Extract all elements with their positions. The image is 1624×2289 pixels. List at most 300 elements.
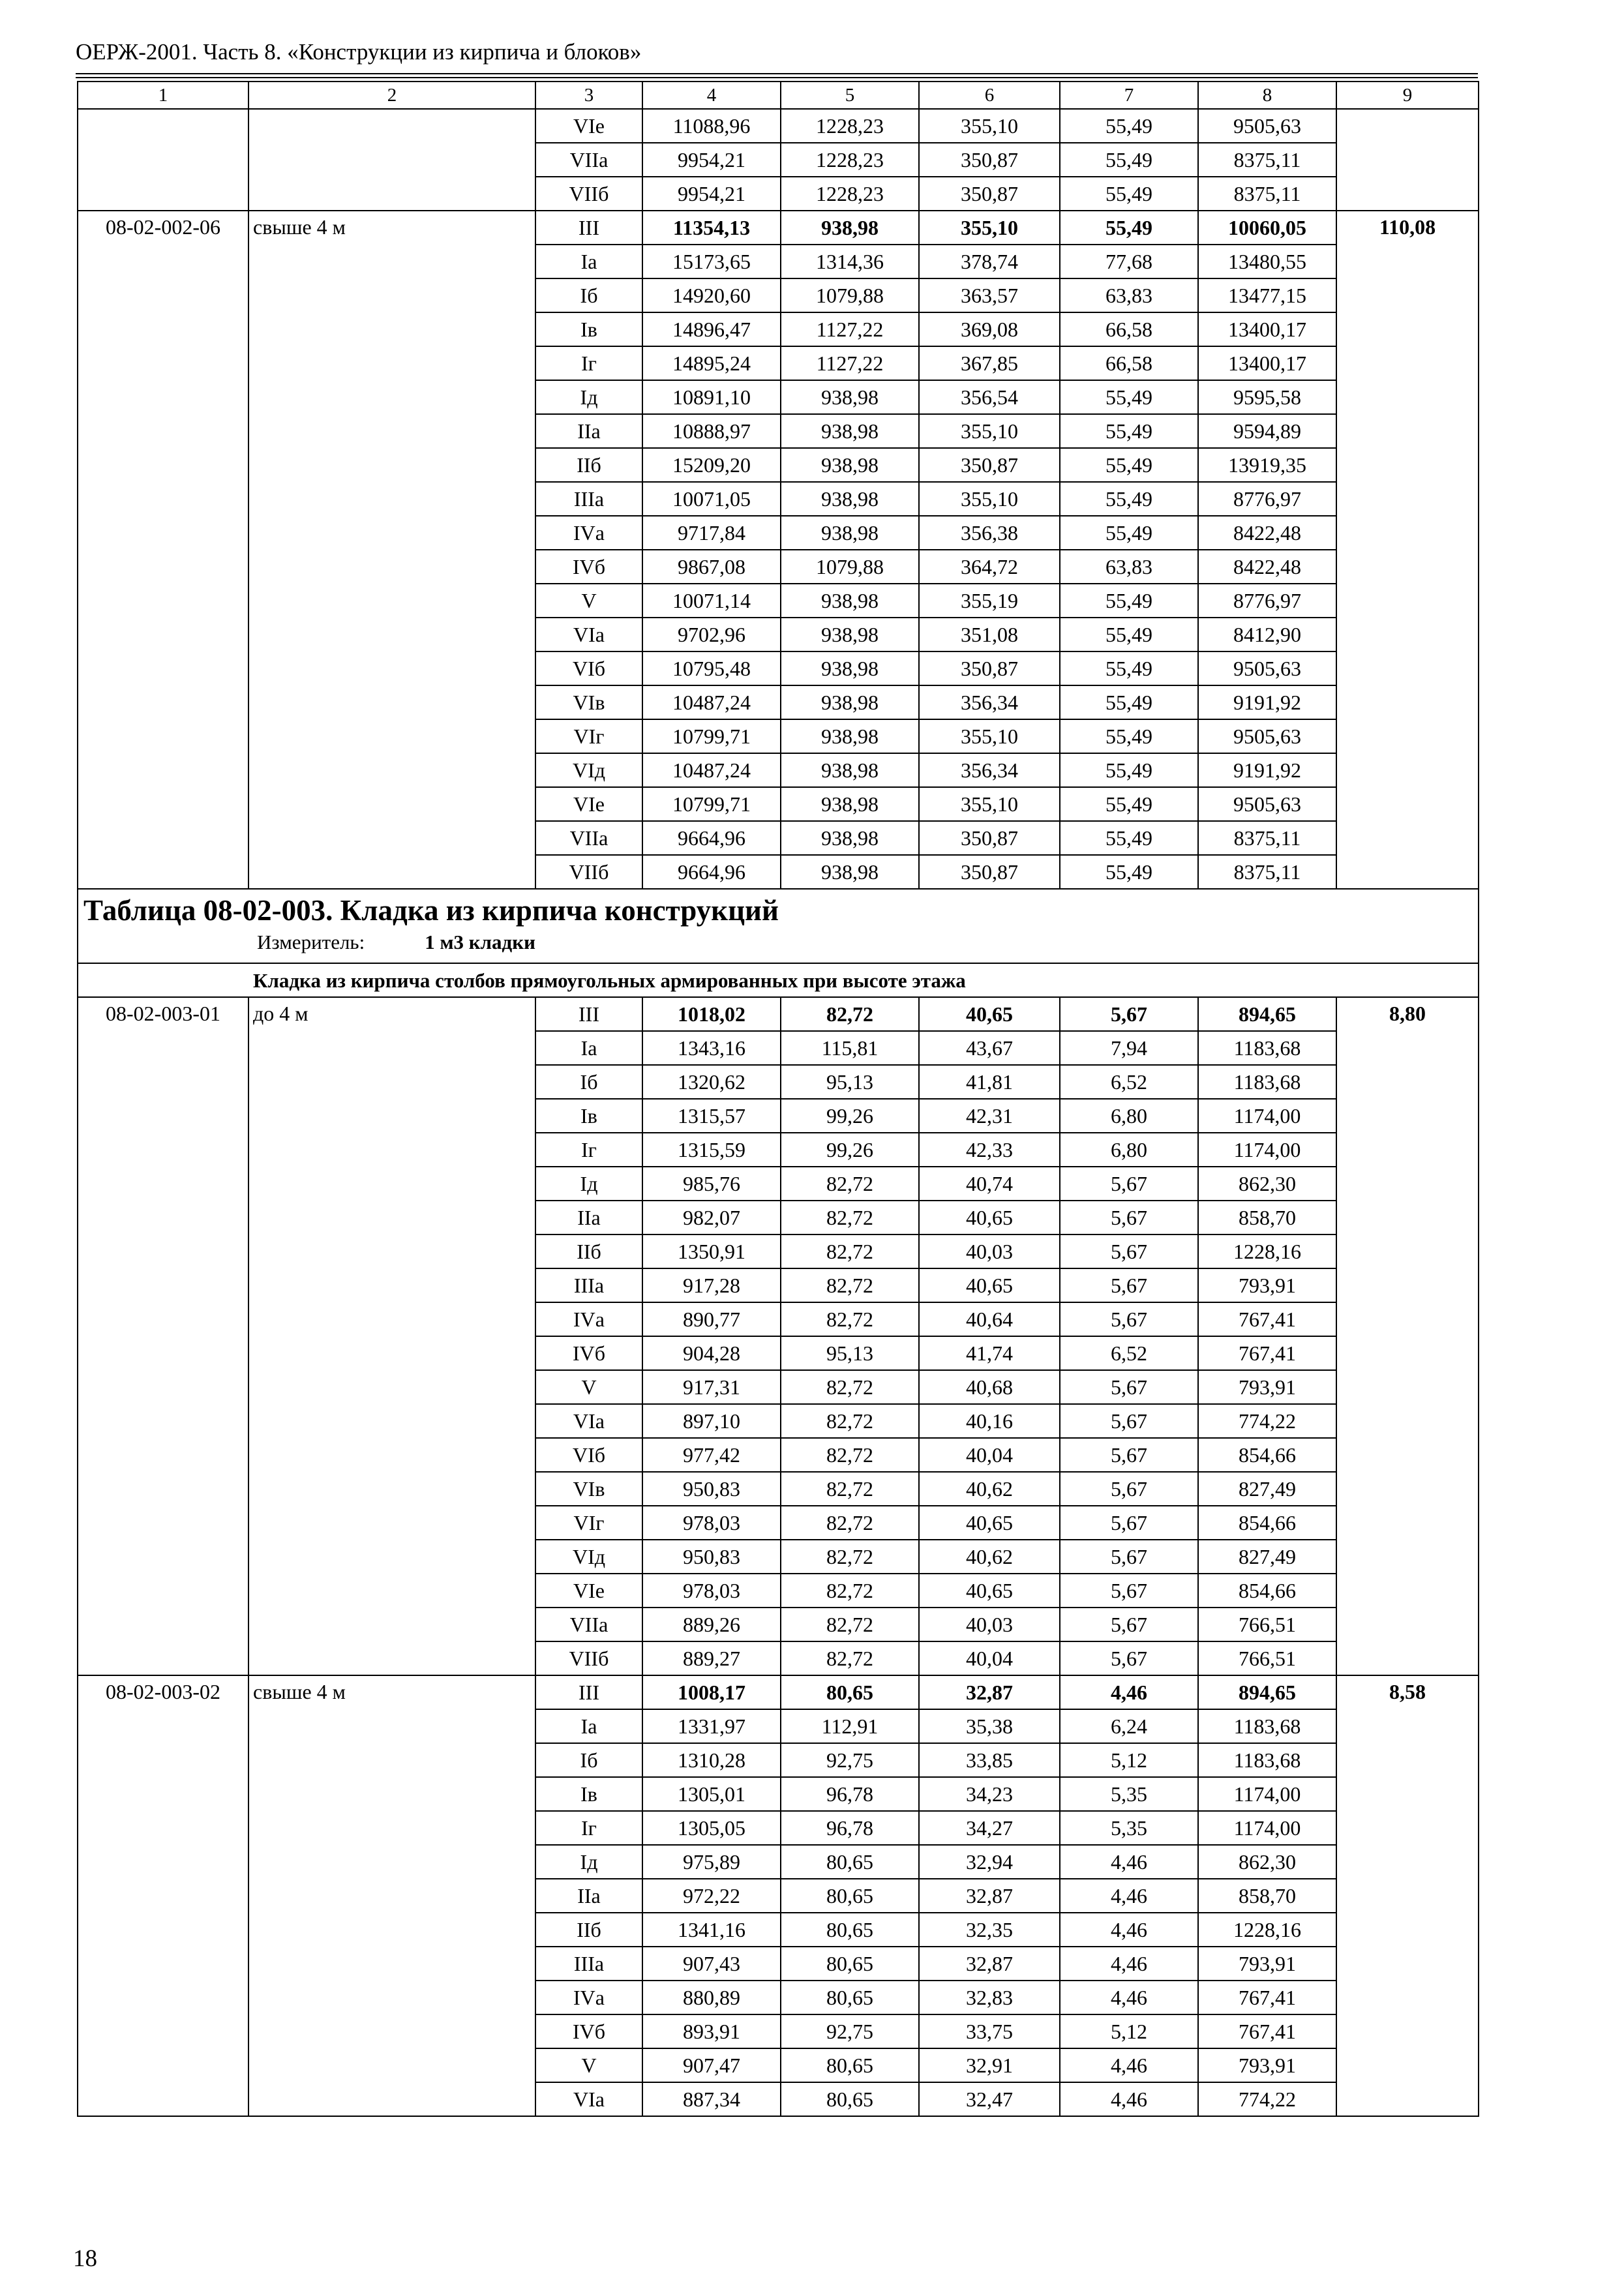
value-cell: 938,98 bbox=[781, 482, 919, 516]
zone-cell: Iб bbox=[535, 1065, 642, 1099]
column-number: 2 bbox=[248, 82, 535, 109]
table-row bbox=[78, 1675, 1479, 1709]
value-cell: 1008,17 bbox=[642, 1675, 781, 1709]
value-cell: 41,81 bbox=[919, 1065, 1060, 1099]
value-cell: 80,65 bbox=[781, 1879, 919, 1913]
value-cell: 767,41 bbox=[1198, 1981, 1336, 2014]
value-cell: 11354,13 bbox=[642, 211, 781, 245]
value-cell: 5,67 bbox=[1060, 1506, 1198, 1540]
value-cell: 9954,21 bbox=[642, 177, 781, 211]
value-cell: 55,49 bbox=[1060, 482, 1198, 516]
value-cell: 1183,68 bbox=[1198, 1031, 1336, 1065]
value-cell: 82,72 bbox=[781, 1438, 919, 1472]
value-cell: 82,72 bbox=[781, 1234, 919, 1268]
value-cell: 1343,16 bbox=[642, 1031, 781, 1065]
value-cell: 1310,28 bbox=[642, 1743, 781, 1777]
column-number: 8 bbox=[1198, 82, 1336, 109]
zone-cell: Iд bbox=[535, 1167, 642, 1201]
value-cell: 793,91 bbox=[1198, 1268, 1336, 1302]
value-cell: 1183,68 bbox=[1198, 1065, 1336, 1099]
value-cell: 1174,00 bbox=[1198, 1099, 1336, 1133]
value-cell: 82,72 bbox=[781, 1540, 919, 1574]
value-cell: 40,03 bbox=[919, 1608, 1060, 1641]
value-cell: 917,31 bbox=[642, 1370, 781, 1404]
value-cell: 364,72 bbox=[919, 550, 1060, 584]
value-cell: 985,76 bbox=[642, 1167, 781, 1201]
value-cell: 55,49 bbox=[1060, 143, 1198, 177]
value-cell: 350,87 bbox=[919, 651, 1060, 685]
value-cell: 982,07 bbox=[642, 1201, 781, 1234]
value-cell: 4,46 bbox=[1060, 1981, 1198, 2014]
rate-code: 08-02-003-01 bbox=[78, 997, 248, 1675]
value-cell: 893,91 bbox=[642, 2014, 781, 2048]
value-cell: 42,33 bbox=[919, 1133, 1060, 1167]
value-cell: 350,87 bbox=[919, 143, 1060, 177]
value-cell: 8375,11 bbox=[1198, 855, 1336, 889]
value-cell: 82,72 bbox=[781, 1302, 919, 1336]
table-caption bbox=[78, 889, 1479, 963]
wage-total bbox=[1336, 109, 1479, 211]
value-cell: 1183,68 bbox=[1198, 1743, 1336, 1777]
value-cell: 9505,63 bbox=[1198, 719, 1336, 753]
value-cell: 858,70 bbox=[1198, 1201, 1336, 1234]
value-cell: 55,49 bbox=[1060, 685, 1198, 719]
value-cell: 55,49 bbox=[1060, 651, 1198, 685]
zone-cell: VIг bbox=[535, 1506, 642, 1540]
value-cell: 115,81 bbox=[781, 1031, 919, 1065]
zone-cell: VIIа bbox=[535, 1608, 642, 1641]
value-cell: 5,67 bbox=[1060, 1167, 1198, 1201]
value-cell: 34,23 bbox=[919, 1777, 1060, 1811]
value-cell: 40,04 bbox=[919, 1438, 1060, 1472]
value-cell: 6,52 bbox=[1060, 1065, 1198, 1099]
value-cell: 1228,16 bbox=[1198, 1913, 1336, 1947]
value-cell: 40,62 bbox=[919, 1540, 1060, 1574]
value-cell: 5,12 bbox=[1060, 1743, 1198, 1777]
value-cell: 938,98 bbox=[781, 211, 919, 245]
value-cell: 82,72 bbox=[781, 1608, 919, 1641]
value-cell: 42,31 bbox=[919, 1099, 1060, 1133]
value-cell: 55,49 bbox=[1060, 109, 1198, 143]
value-cell: 827,49 bbox=[1198, 1472, 1336, 1506]
value-cell: 938,98 bbox=[781, 618, 919, 651]
value-cell: 5,67 bbox=[1060, 1574, 1198, 1608]
zone-cell: VIе bbox=[535, 109, 642, 143]
table-row bbox=[78, 211, 1479, 245]
value-cell: 80,65 bbox=[781, 1913, 919, 1947]
zone-cell: Iг bbox=[535, 346, 642, 380]
value-cell: 10799,71 bbox=[642, 719, 781, 753]
value-cell: 7,94 bbox=[1060, 1031, 1198, 1065]
zone-cell: IIIа bbox=[535, 482, 642, 516]
value-cell: 82,72 bbox=[781, 1641, 919, 1675]
zone-cell: VIв bbox=[535, 1472, 642, 1506]
value-cell: 40,68 bbox=[919, 1370, 1060, 1404]
value-cell: 858,70 bbox=[1198, 1879, 1336, 1913]
value-cell: 862,30 bbox=[1198, 1845, 1336, 1879]
value-cell: 13477,15 bbox=[1198, 278, 1336, 312]
value-cell: 10487,24 bbox=[642, 685, 781, 719]
value-cell: 5,67 bbox=[1060, 997, 1198, 1031]
header-rule-top bbox=[76, 73, 1478, 74]
value-cell: 34,27 bbox=[919, 1811, 1060, 1845]
value-cell: 32,94 bbox=[919, 1845, 1060, 1879]
value-cell: 978,03 bbox=[642, 1574, 781, 1608]
unit-value: 1 м3 кладки bbox=[425, 931, 535, 953]
zone-cell: VIIа bbox=[535, 821, 642, 855]
value-cell: 4,46 bbox=[1060, 2048, 1198, 2082]
value-cell: 938,98 bbox=[781, 414, 919, 448]
value-cell: 774,22 bbox=[1198, 2082, 1336, 2116]
value-cell: 10799,71 bbox=[642, 787, 781, 821]
value-cell: 378,74 bbox=[919, 245, 1060, 278]
value-cell: 55,49 bbox=[1060, 618, 1198, 651]
zone-cell: VIа bbox=[535, 2082, 642, 2116]
value-cell: 5,67 bbox=[1060, 1201, 1198, 1234]
zone-cell: IVа bbox=[535, 516, 642, 550]
value-cell: 889,27 bbox=[642, 1641, 781, 1675]
value-cell: 8412,90 bbox=[1198, 618, 1336, 651]
value-cell: 793,91 bbox=[1198, 1947, 1336, 1981]
value-cell: 9191,92 bbox=[1198, 685, 1336, 719]
value-cell: 9505,63 bbox=[1198, 787, 1336, 821]
value-cell: 82,72 bbox=[781, 1472, 919, 1506]
value-cell: 978,03 bbox=[642, 1506, 781, 1540]
zone-cell: Iд bbox=[535, 1845, 642, 1879]
zone-cell: VIе bbox=[535, 787, 642, 821]
value-cell: 9717,84 bbox=[642, 516, 781, 550]
value-cell: 350,87 bbox=[919, 855, 1060, 889]
value-cell: 890,77 bbox=[642, 1302, 781, 1336]
value-cell: 80,65 bbox=[781, 2048, 919, 2082]
value-cell: 5,67 bbox=[1060, 1302, 1198, 1336]
value-cell: 5,67 bbox=[1060, 1268, 1198, 1302]
section-title: Кладка из кирпича столбов прямоугольных армированных при высоте этажа bbox=[78, 963, 1479, 997]
zone-cell: IVб bbox=[535, 550, 642, 584]
zone-cell: IVа bbox=[535, 1302, 642, 1336]
page-number: 18 bbox=[73, 2245, 97, 2272]
zone-cell: III bbox=[535, 1675, 642, 1709]
value-cell: 40,65 bbox=[919, 1201, 1060, 1234]
zone-cell: Iд bbox=[535, 380, 642, 414]
value-cell: 907,47 bbox=[642, 2048, 781, 2082]
value-cell: 82,72 bbox=[781, 1404, 919, 1438]
rate-description: до 4 м bbox=[248, 997, 535, 1675]
value-cell: 9191,92 bbox=[1198, 753, 1336, 787]
zone-cell: IIIа bbox=[535, 1947, 642, 1981]
header-rule-bottom bbox=[76, 77, 1478, 78]
value-cell: 5,67 bbox=[1060, 1540, 1198, 1574]
rates-table-body bbox=[78, 82, 1479, 2116]
table-row bbox=[78, 109, 1479, 143]
zone-cell: III bbox=[535, 211, 642, 245]
value-cell: 10888,97 bbox=[642, 414, 781, 448]
value-cell: 9664,96 bbox=[642, 855, 781, 889]
value-cell: 356,38 bbox=[919, 516, 1060, 550]
value-cell: 33,85 bbox=[919, 1743, 1060, 1777]
value-cell: 32,87 bbox=[919, 1675, 1060, 1709]
value-cell: 1079,88 bbox=[781, 550, 919, 584]
value-cell: 6,52 bbox=[1060, 1336, 1198, 1370]
value-cell: 8776,97 bbox=[1198, 482, 1336, 516]
value-cell: 894,65 bbox=[1198, 997, 1336, 1031]
value-cell: 1174,00 bbox=[1198, 1133, 1336, 1167]
zone-cell: IIа bbox=[535, 1201, 642, 1234]
value-cell: 63,83 bbox=[1060, 278, 1198, 312]
rate-code: 08-02-003-02 bbox=[78, 1675, 248, 2116]
wage-total: 8,58 bbox=[1336, 1675, 1479, 2116]
value-cell: 938,98 bbox=[781, 855, 919, 889]
zone-cell: Iа bbox=[535, 1031, 642, 1065]
value-cell: 977,42 bbox=[642, 1438, 781, 1472]
value-cell: 8422,48 bbox=[1198, 550, 1336, 584]
value-cell: 6,80 bbox=[1060, 1099, 1198, 1133]
value-cell: 33,75 bbox=[919, 2014, 1060, 2048]
value-cell: 9505,63 bbox=[1198, 651, 1336, 685]
zone-cell: VIа bbox=[535, 1404, 642, 1438]
value-cell: 55,49 bbox=[1060, 753, 1198, 787]
value-cell: 356,34 bbox=[919, 685, 1060, 719]
value-cell: 40,74 bbox=[919, 1167, 1060, 1201]
zone-cell: IVб bbox=[535, 2014, 642, 2048]
value-cell: 938,98 bbox=[781, 787, 919, 821]
value-cell: 40,65 bbox=[919, 1268, 1060, 1302]
zone-cell: VIIб bbox=[535, 177, 642, 211]
value-cell: 4,46 bbox=[1060, 1845, 1198, 1879]
value-cell: 32,35 bbox=[919, 1913, 1060, 1947]
value-cell: 9702,96 bbox=[642, 618, 781, 651]
value-cell: 1228,23 bbox=[781, 143, 919, 177]
value-cell: 1228,23 bbox=[781, 109, 919, 143]
value-cell: 907,43 bbox=[642, 1947, 781, 1981]
zone-cell: IVб bbox=[535, 1336, 642, 1370]
value-cell: 82,72 bbox=[781, 1167, 919, 1201]
value-cell: 4,46 bbox=[1060, 1675, 1198, 1709]
zone-cell: Iв bbox=[535, 312, 642, 346]
value-cell: 10891,10 bbox=[642, 380, 781, 414]
value-cell: 5,67 bbox=[1060, 1234, 1198, 1268]
value-cell: 43,67 bbox=[919, 1031, 1060, 1065]
value-cell: 1127,22 bbox=[781, 346, 919, 380]
value-cell: 1183,68 bbox=[1198, 1709, 1336, 1743]
value-cell: 95,13 bbox=[781, 1065, 919, 1099]
value-cell: 92,75 bbox=[781, 1743, 919, 1777]
value-cell: 80,65 bbox=[781, 1845, 919, 1879]
value-cell: 1331,97 bbox=[642, 1709, 781, 1743]
value-cell: 5,67 bbox=[1060, 1438, 1198, 1472]
value-cell: 938,98 bbox=[781, 584, 919, 618]
value-cell: 96,78 bbox=[781, 1777, 919, 1811]
value-cell: 766,51 bbox=[1198, 1641, 1336, 1675]
column-number: 7 bbox=[1060, 82, 1198, 109]
value-cell: 350,87 bbox=[919, 821, 1060, 855]
value-cell: 15209,20 bbox=[642, 448, 781, 482]
zone-cell: V bbox=[535, 584, 642, 618]
value-cell: 35,38 bbox=[919, 1709, 1060, 1743]
value-cell: 55,49 bbox=[1060, 855, 1198, 889]
value-cell: 938,98 bbox=[781, 516, 919, 550]
zone-cell: III bbox=[535, 997, 642, 1031]
value-cell: 1305,05 bbox=[642, 1811, 781, 1845]
value-cell: 5,12 bbox=[1060, 2014, 1198, 2048]
zone-cell: VIе bbox=[535, 1574, 642, 1608]
value-cell: 1174,00 bbox=[1198, 1811, 1336, 1845]
value-cell: 4,46 bbox=[1060, 1879, 1198, 1913]
value-cell: 80,65 bbox=[781, 1947, 919, 1981]
value-cell: 11088,96 bbox=[642, 109, 781, 143]
value-cell: 6,24 bbox=[1060, 1709, 1198, 1743]
zone-cell: IIб bbox=[535, 1234, 642, 1268]
value-cell: 55,49 bbox=[1060, 787, 1198, 821]
value-cell: 1315,59 bbox=[642, 1133, 781, 1167]
value-cell: 55,49 bbox=[1060, 584, 1198, 618]
value-cell: 766,51 bbox=[1198, 1608, 1336, 1641]
value-cell: 1320,62 bbox=[642, 1065, 781, 1099]
value-cell: 5,67 bbox=[1060, 1641, 1198, 1675]
value-cell: 80,65 bbox=[781, 1981, 919, 2014]
zone-cell: IIб bbox=[535, 1913, 642, 1947]
column-number-row bbox=[78, 82, 1479, 109]
value-cell: 938,98 bbox=[781, 448, 919, 482]
zone-cell: VIIб bbox=[535, 1641, 642, 1675]
value-cell: 55,49 bbox=[1060, 211, 1198, 245]
value-cell: 355,10 bbox=[919, 787, 1060, 821]
value-cell: 975,89 bbox=[642, 1845, 781, 1879]
value-cell: 4,46 bbox=[1060, 1947, 1198, 1981]
value-cell: 827,49 bbox=[1198, 1540, 1336, 1574]
zone-cell: VIа bbox=[535, 618, 642, 651]
wage-total: 8,80 bbox=[1336, 997, 1479, 1675]
value-cell: 92,75 bbox=[781, 2014, 919, 2048]
value-cell: 96,78 bbox=[781, 1811, 919, 1845]
value-cell: 355,19 bbox=[919, 584, 1060, 618]
zone-cell: Iв bbox=[535, 1099, 642, 1133]
value-cell: 13400,17 bbox=[1198, 346, 1336, 380]
value-cell: 1127,22 bbox=[781, 312, 919, 346]
value-cell: 938,98 bbox=[781, 651, 919, 685]
value-cell: 350,87 bbox=[919, 177, 1060, 211]
value-cell: 40,04 bbox=[919, 1641, 1060, 1675]
value-cell: 99,26 bbox=[781, 1133, 919, 1167]
value-cell: 82,72 bbox=[781, 1268, 919, 1302]
value-cell: 66,58 bbox=[1060, 346, 1198, 380]
value-cell: 32,47 bbox=[919, 2082, 1060, 2116]
value-cell: 355,10 bbox=[919, 719, 1060, 753]
zone-cell: V bbox=[535, 1370, 642, 1404]
value-cell: 82,72 bbox=[781, 997, 919, 1031]
value-cell: 41,74 bbox=[919, 1336, 1060, 1370]
value-cell: 8375,11 bbox=[1198, 821, 1336, 855]
value-cell: 55,49 bbox=[1060, 380, 1198, 414]
zone-cell: VIд bbox=[535, 753, 642, 787]
value-cell: 8776,97 bbox=[1198, 584, 1336, 618]
zone-cell: IIа bbox=[535, 1879, 642, 1913]
value-cell: 5,67 bbox=[1060, 1370, 1198, 1404]
column-number: 1 bbox=[78, 82, 248, 109]
value-cell: 15173,65 bbox=[642, 245, 781, 278]
zone-cell: Iв bbox=[535, 1777, 642, 1811]
value-cell: 40,64 bbox=[919, 1302, 1060, 1336]
value-cell: 82,72 bbox=[781, 1370, 919, 1404]
value-cell: 13400,17 bbox=[1198, 312, 1336, 346]
value-cell: 5,67 bbox=[1060, 1472, 1198, 1506]
rate-code: 08-02-002-06 bbox=[78, 211, 248, 889]
value-cell: 95,13 bbox=[781, 1336, 919, 1370]
zone-cell: Iб bbox=[535, 278, 642, 312]
value-cell: 99,26 bbox=[781, 1099, 919, 1133]
value-cell: 774,22 bbox=[1198, 1404, 1336, 1438]
value-cell: 767,41 bbox=[1198, 1336, 1336, 1370]
value-cell: 1174,00 bbox=[1198, 1777, 1336, 1811]
zone-cell: VIд bbox=[535, 1540, 642, 1574]
value-cell: 350,87 bbox=[919, 448, 1060, 482]
value-cell: 1314,36 bbox=[781, 245, 919, 278]
value-cell: 9595,58 bbox=[1198, 380, 1336, 414]
value-cell: 82,72 bbox=[781, 1506, 919, 1540]
value-cell: 55,49 bbox=[1060, 821, 1198, 855]
value-cell: 1305,01 bbox=[642, 1777, 781, 1811]
value-cell: 10071,14 bbox=[642, 584, 781, 618]
value-cell: 356,54 bbox=[919, 380, 1060, 414]
value-cell: 938,98 bbox=[781, 821, 919, 855]
value-cell: 793,91 bbox=[1198, 1370, 1336, 1404]
value-cell: 14896,47 bbox=[642, 312, 781, 346]
value-cell: 1079,88 bbox=[781, 278, 919, 312]
value-cell: 355,10 bbox=[919, 482, 1060, 516]
zone-cell: VIб bbox=[535, 651, 642, 685]
value-cell: 9954,21 bbox=[642, 143, 781, 177]
value-cell: 13919,35 bbox=[1198, 448, 1336, 482]
value-cell: 80,65 bbox=[781, 2082, 919, 2116]
value-cell: 889,26 bbox=[642, 1608, 781, 1641]
value-cell: 854,66 bbox=[1198, 1506, 1336, 1540]
value-cell: 40,03 bbox=[919, 1234, 1060, 1268]
value-cell: 9664,96 bbox=[642, 821, 781, 855]
zone-cell: IVа bbox=[535, 1981, 642, 2014]
rates-table bbox=[77, 81, 1479, 2117]
value-cell: 5,35 bbox=[1060, 1777, 1198, 1811]
value-cell: 351,08 bbox=[919, 618, 1060, 651]
zone-cell: V bbox=[535, 2048, 642, 2082]
zone-cell: Iг bbox=[535, 1811, 642, 1845]
value-cell: 938,98 bbox=[781, 753, 919, 787]
rate-description: свыше 4 м bbox=[248, 1675, 535, 2116]
value-cell: 950,83 bbox=[642, 1472, 781, 1506]
value-cell: 767,41 bbox=[1198, 2014, 1336, 2048]
value-cell: 1018,02 bbox=[642, 997, 781, 1031]
column-number: 4 bbox=[642, 82, 781, 109]
value-cell: 862,30 bbox=[1198, 1167, 1336, 1201]
value-cell: 14895,24 bbox=[642, 346, 781, 380]
unit-label: Измеритель: bbox=[257, 931, 365, 953]
zone-cell: VIг bbox=[535, 719, 642, 753]
value-cell: 9505,63 bbox=[1198, 109, 1336, 143]
table-row bbox=[78, 997, 1479, 1031]
table-title: Таблица 08-02-003. Кладка из кирпича конструкций bbox=[83, 894, 779, 927]
value-cell: 904,28 bbox=[642, 1336, 781, 1370]
value-cell: 369,08 bbox=[919, 312, 1060, 346]
value-cell: 1341,16 bbox=[642, 1913, 781, 1947]
value-cell: 10060,05 bbox=[1198, 211, 1336, 245]
value-cell: 63,83 bbox=[1060, 550, 1198, 584]
value-cell: 972,22 bbox=[642, 1879, 781, 1913]
value-cell: 13480,55 bbox=[1198, 245, 1336, 278]
value-cell: 938,98 bbox=[781, 380, 919, 414]
value-cell: 40,62 bbox=[919, 1472, 1060, 1506]
zone-cell: Iг bbox=[535, 1133, 642, 1167]
value-cell: 40,65 bbox=[919, 1574, 1060, 1608]
value-cell: 32,91 bbox=[919, 2048, 1060, 2082]
